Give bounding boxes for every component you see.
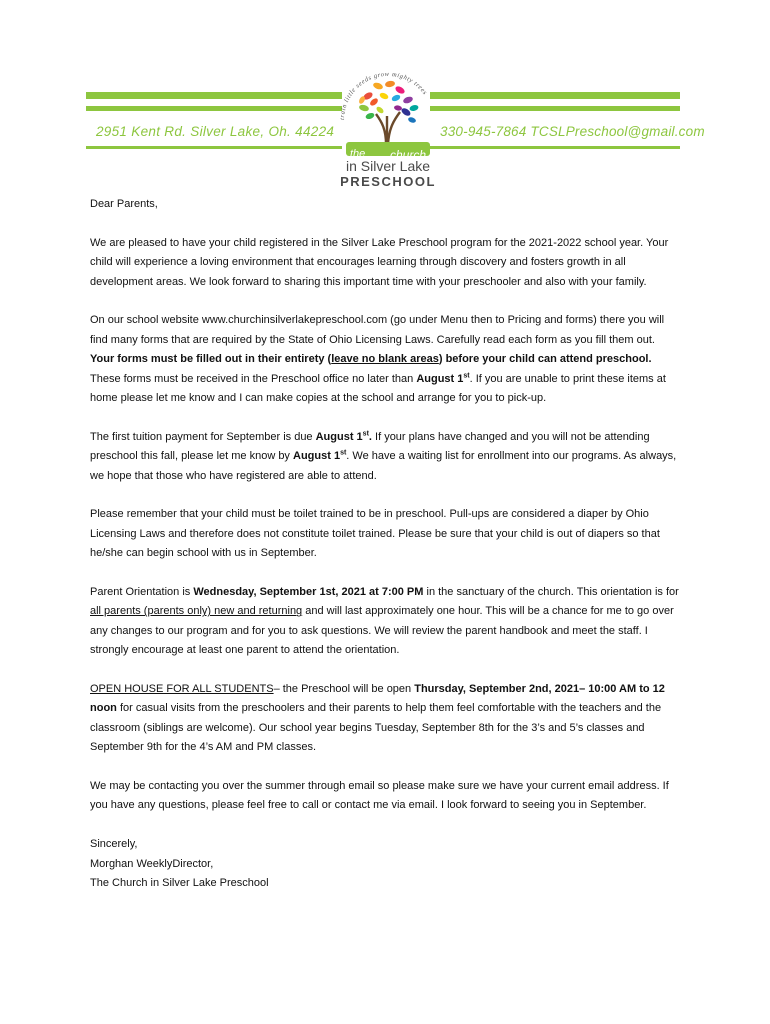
header-stripe: [430, 106, 680, 111]
ordinal-suffix: st: [362, 430, 369, 438]
school-address: 2951 Kent Rd. Silver Lake, Oh. 44224: [96, 124, 335, 139]
orientation-datetime: Wednesday, September 1st, 2021 at 7:00 PM: [193, 586, 424, 599]
tuition-due-date: August 1: [315, 430, 363, 443]
logo-the: the: [350, 148, 366, 160]
deadline-date: August 1: [416, 372, 464, 385]
text: for casual visits from the preschoolers and their parents to help them feel comfortable with the teachers and the classroom (siblings are welcome). Our school year begins Tuesday, September 8th for the 3’s and 5’s classes and September 9th for the 4’s AM and PM classes.: [90, 702, 662, 754]
paragraph-contact: We may be contacting you over the summer through email so please make sure we have your current email address. If you have any questions, please feel free to call or contact me via email. I look forward to seeing you in September.: [90, 780, 669, 812]
school-contact: 330-945-7864 TCSLPreschool@gmail.com: [440, 124, 705, 139]
open-house-heading: OPEN HOUSE FOR ALL STUDENTS: [90, 683, 274, 696]
letterhead: [0, 0, 770, 190]
bold-text: Your forms must be filled out in their entirety (: [90, 353, 332, 366]
header-stripe: [86, 146, 342, 149]
text: in the sanctuary of the church. This orientation is for: [423, 586, 679, 599]
logo-church: church: [390, 148, 427, 162]
text: On our school website www.churchinsilverlakepreschool.com (go under Menu then to Pricing and forms) there you will find many forms that are required by the State of Ohio Licensing Laws. Carefully read each form as you fill them out.: [90, 314, 665, 346]
text: . We have a waiting list for enrollment into our programs. As always, we hope that those who have registered are able to attend.: [90, 450, 677, 482]
header-stripe: [86, 106, 342, 111]
letter-body: [90, 195, 680, 894]
paragraph-registration: We are pleased to have your child registered in the Silver Lake Preschool program for the 2021-2022 school year. Your child will experience a loving environment that encourages learning through discovery and fosters growth in all development areas. We look forward to sharing this important time with your preschooler and also with your family.: [90, 236, 669, 288]
preschool-logo: [338, 56, 438, 189]
open-house-datetime: Thursday, September 2nd, 2021– 10:00 AM to 12 noon: [90, 683, 665, 715]
text: These forms must be received in the Preschool office no later than: [90, 372, 417, 385]
logo-preschool: PRESCHOOL: [340, 174, 436, 189]
signature-organization: The Church in Silver Lake Preschool: [90, 877, 269, 890]
tree-logo-icon: [338, 56, 438, 160]
text: Parent Orientation is: [90, 586, 194, 599]
text: and will last approximately one hour. This will be a chance for me to go over any changes to our program and for you to ask questions. We will review the parent handbook and meet the staff. I strongly encourage at least one parent to attend the orientation.: [90, 605, 674, 657]
logo-arc-text: train little seeds grow mighty trees: [338, 70, 429, 121]
header-stripe: [86, 92, 342, 99]
paragraph-forms: [90, 311, 680, 408]
paragraph-toilet-training: Please remember that your child must be toilet trained to be in preschool. Pull-ups are considered a diaper by Ohio Licensing Laws and therefore does not constitute toilet trained. Please be sure that your child is out of diapers so that he/she can begin school with us in September.: [90, 508, 660, 560]
text: – the Preschool will be open: [273, 683, 415, 696]
closing: Sincerely,: [90, 838, 138, 851]
signature-name: Morghan WeeklyDirector,: [90, 857, 214, 870]
ordinal-suffix: st: [340, 449, 347, 457]
header-stripe: [430, 92, 680, 99]
paragraph-orientation: [90, 583, 680, 661]
bold-underlined-text: leave no blank areas: [331, 353, 439, 366]
text: . If you are unable to print these items at home please let me know and I can make copies at the school and arrange for you to pick-up.: [90, 372, 666, 405]
ordinal-suffix: st: [463, 371, 470, 379]
notify-date: August 1: [293, 450, 341, 463]
bold-text: ) before your child can attend preschool.: [438, 353, 652, 366]
header-stripe: [430, 146, 680, 149]
underlined-text: all parents (parents only) new and returning: [90, 605, 303, 618]
logo-in-silver-lake: in Silver Lake: [345, 158, 431, 174]
text: The first tuition payment for September is due: [90, 430, 316, 443]
bold-text: .: [368, 430, 372, 443]
paragraph-tuition: [90, 428, 680, 486]
text: If your plans have changed and you will not be attending preschool this fall, please let me know by: [90, 430, 650, 463]
paragraph-open-house: [90, 680, 680, 758]
salutation: Dear Parents,: [90, 198, 158, 210]
